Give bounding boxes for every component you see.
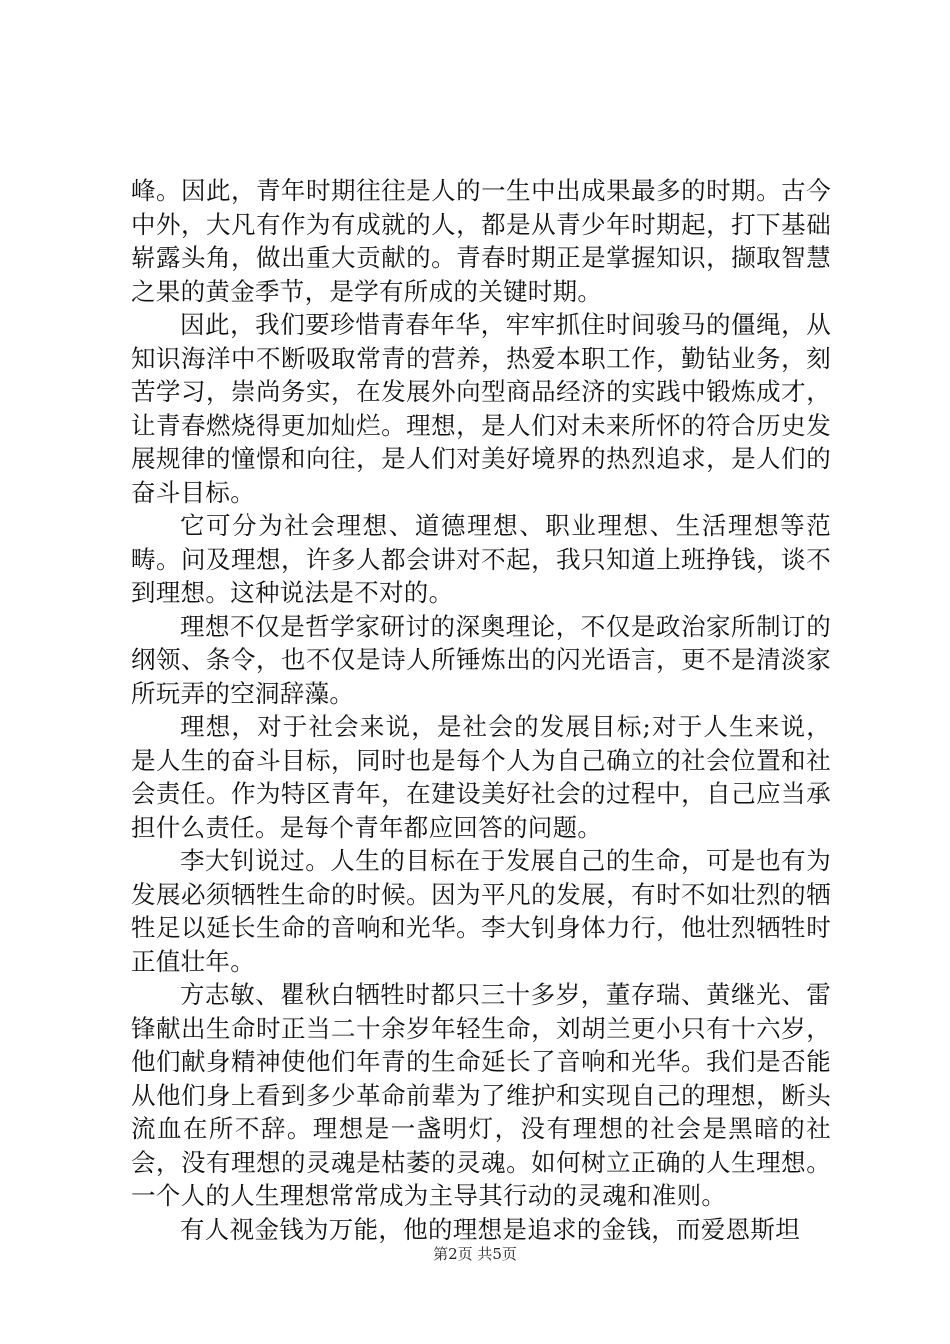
paragraph-7: 方志敏、瞿秋白牺牲时都只三十多岁，董存瑞、黄继光、雷锋献出生命时正当二十余岁年轻生命，刘胡兰更小只有十六岁，他们献身精神使他们年青的生命延长了音响和光华。我们是否能从他们身上看到多少革命前辈为了维护和实现自己的理想，断头流血在所不辞。理想是一盏明灯，没有理想的社会是黑暗的社会，没有理想的灵魂是枯萎的灵魂。如何树立正确的人生理想。一个人的人生理想常常成为主导其行动的灵魂和准则。 bbox=[131, 980, 831, 1210]
paragraph-8: 有人视金钱为万能，他的理想是追求的金钱，而爱恩斯坦 bbox=[180, 1214, 800, 1244]
paragraph-3: 它可分为社会理想、道德理想、职业理想、生活理想等范畴。问及理想，许多人都会讲对不起，我只知道上班挣钱，谈不到理想。这种说法是不对的。 bbox=[131, 511, 831, 607]
paragraph-1: 峰。因此，青年时期往往是人的一生中出成果最多的时期。古今中外，大凡有作为有成就的人，都是从青少年时期起，打下基础崭露头角，做出重大贡献的。青春时期正是掌握知识，撷取智慧之果的黄金季节，是学有所成的关键时期。 bbox=[131, 176, 831, 306]
paragraph-4: 理想不仅是哲学家研讨的深奥理论，不仅是政治家所制订的纲领、条令，也不仅是诗人所锤炼出的闪光语言，更不是清淡家所玩弄的空洞辞藻。 bbox=[131, 611, 831, 708]
paragraph-6: 李大钊说过。人生的目标在于发展自己的生命，可是也有为发展必须牺牲生命的时候。因为平凡的发展，有时不如壮烈的牺牲足以延长生命的音响和光华。李大钊身体力行，他壮烈牺牲时正值壮年。 bbox=[131, 846, 831, 976]
document-body bbox=[131, 174, 831, 1246]
paragraph-5: 理想，对于社会来说，是社会的发展目标;对于人生来说，是人生的奋斗目标，同时也是每个人为自己确立的社会位置和社会责任。作为特区青年，在建设美好社会的过程中，自己应当承担什么责任。是每个青年都应回答的问题。 bbox=[131, 712, 831, 842]
page-number-footer: 第2页 共5页 bbox=[433, 1245, 517, 1263]
paragraph-2: 因此，我们要珍惜青春年华，牢牢抓住时间骏马的僵绳，从知识海洋中不断吸取常青的营养，热爱本职工作，勤钻业务，刻苦学习，崇尚务实，在发展外向型商品经济的实践中锻炼成才，让青春燃烧得更加灿烂。理想，是人们对未来所怀的符合历史发展规律的憧憬和向往，是人们对美好境界的热烈追求，是人们的奋斗目标。 bbox=[131, 310, 831, 507]
